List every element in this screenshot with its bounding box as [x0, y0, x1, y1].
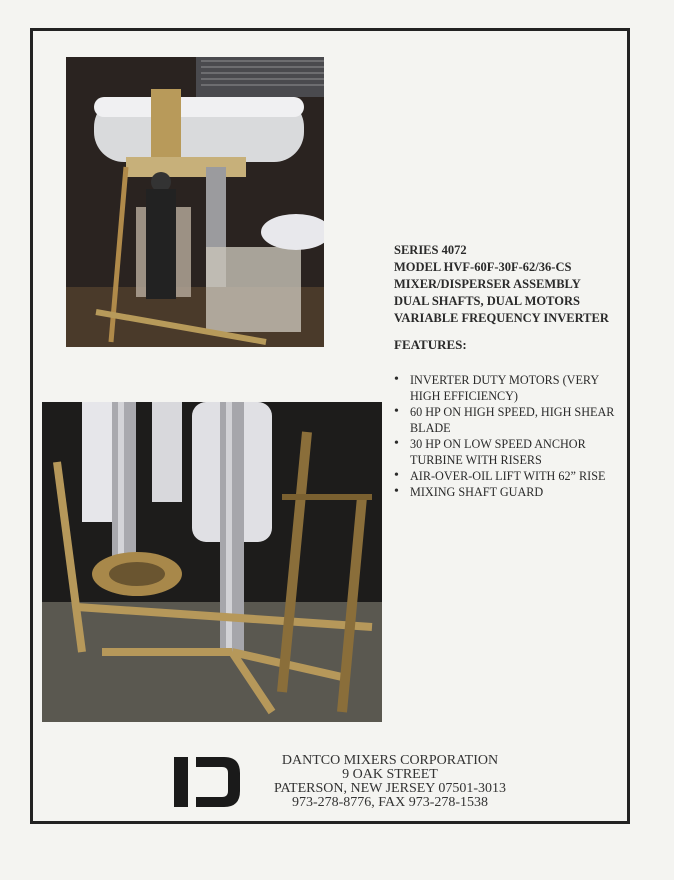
- company-address: [250, 754, 530, 810]
- shafts-and-turbine-photo: [42, 402, 382, 722]
- series-label: SERIES 4072: [394, 243, 467, 257]
- specification-block: [394, 242, 634, 327]
- features-heading: FEATURES:: [394, 337, 467, 352]
- assembly-label: MIXER/DISPERSER ASSEMBLY: [394, 277, 581, 291]
- company-city: PATERSON, NEW JERSEY 07501-3013: [273, 781, 507, 796]
- feature-item: • 30 HP ON LOW SPEED ANCHOR TURBINE WITH RISERS: [392, 436, 632, 468]
- feature-item: • 60 HP ON HIGH SPEED, HIGH SHEAR BLADE: [392, 404, 632, 436]
- mixer-assembly-photo: [66, 57, 324, 347]
- feature-item: • AIR-OVER-OIL LIFT WITH 62” RISE: [392, 468, 632, 484]
- features-list: [392, 372, 632, 500]
- company-logo: [174, 757, 240, 807]
- shafts-label: DUAL SHAFTS, DUAL MOTORS: [394, 294, 580, 308]
- inverter-label: VARIABLE FREQUENCY INVERTER: [394, 311, 609, 325]
- company-phone: 973-278-8776, FAX 973-278-1538: [291, 795, 489, 810]
- company-street: 9 OAK STREET: [342, 767, 438, 782]
- model-label: MODEL HVF-60F-30F-62/36-CS: [394, 260, 572, 274]
- company-name: DANTCO MIXERS CORPORATION: [281, 753, 499, 768]
- feature-item: • MIXING SHAFT GUARD: [392, 484, 632, 500]
- feature-item: • INVERTER DUTY MOTORS (VERY HIGH EFFICIENCY): [392, 372, 632, 404]
